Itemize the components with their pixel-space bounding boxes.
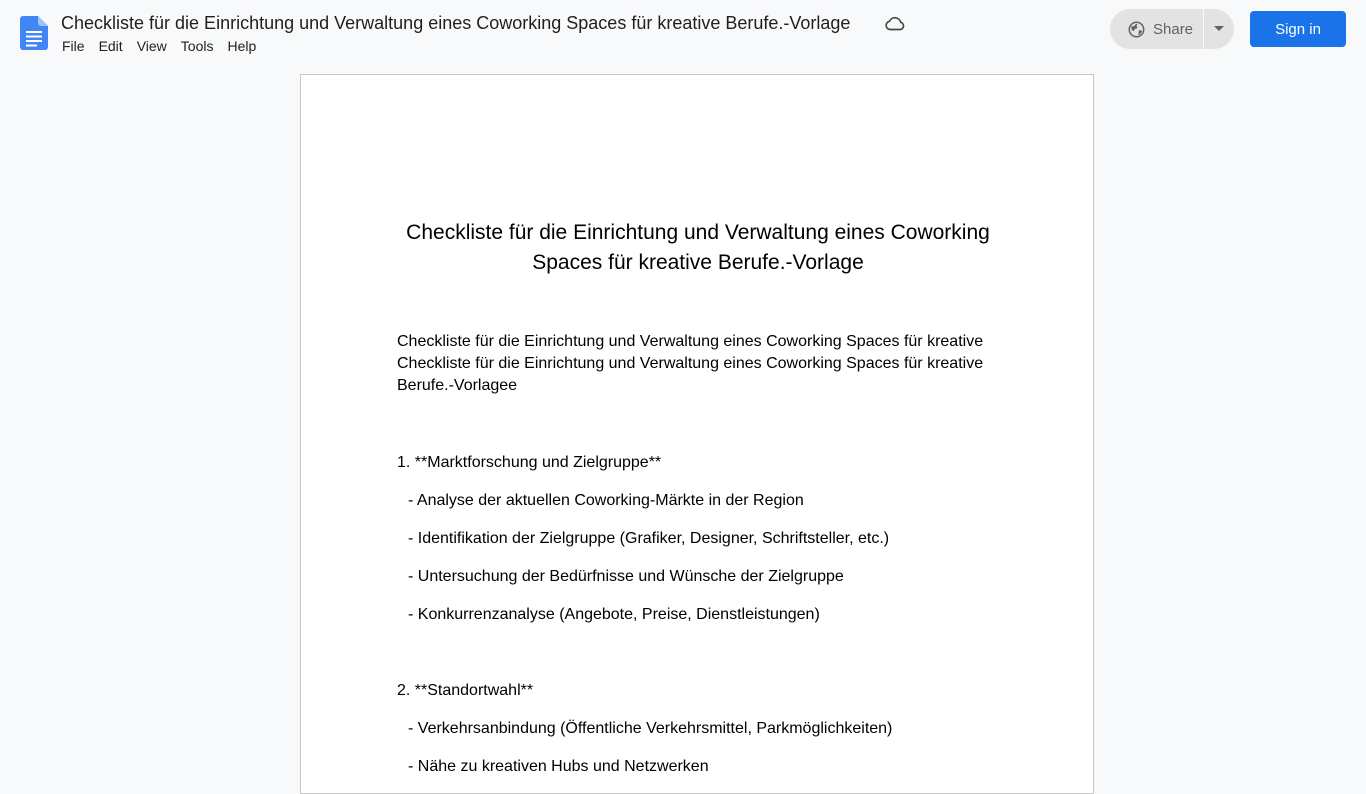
menu-bar [55,36,263,56]
menu-edit[interactable]: Edit [98,38,123,54]
list-item: - Identifikation der Zielgruppe (Grafiker, Designer, Schriftsteller, etc.) [408,530,890,547]
list-item: - Nähe zu kreativen Hubs und Netzwerken [408,758,709,775]
intro-line-1: Checkliste für die Einrichtung und Verwaltung eines Coworking Spaces für kreative [397,333,984,350]
google-docs-icon[interactable] [20,16,48,50]
list-item: - Konkurrenzanalyse (Angebote, Preise, Dienstleistungen) [408,606,820,623]
menu-tools[interactable]: Tools [180,38,214,54]
intro-line-2: Checkliste für die Einrichtung und Verwaltung eines Coworking Spaces für kreative [397,355,984,372]
menu-help[interactable]: Help [227,38,257,54]
share-dropdown-button[interactable] [1203,9,1234,49]
share-button[interactable] [1110,9,1195,49]
intro-line-3: Berufe.-Vorlagee [397,377,518,394]
menu-view[interactable]: View [136,38,167,54]
document-title[interactable]: Checkliste für die Einrichtung und Verwaltung eines Coworking Spaces für kreative Berufe.-Vorlage [61,13,851,33]
list-item: - Untersuchung der Bedürfnisse und Wünsche der Zielgruppe [408,568,844,585]
document-page[interactable] [300,74,1094,794]
list-item: - Analyse der aktuellen Coworking-Märkte in der Region [408,492,804,509]
document-heading [397,218,999,278]
globe-icon [1128,21,1145,38]
share-button-group [1110,9,1234,49]
cloud-icon[interactable] [884,14,906,34]
sign-in-button[interactable]: Sign in [1250,11,1346,47]
caret-down-icon [1214,26,1224,32]
heading-line-1: Checkliste für die Einrichtung und Verwaltung eines Coworking [406,221,990,244]
intro-paragraph [397,331,999,397]
heading-line-2: Spaces für kreative Berufe.-Vorlage [532,251,864,274]
section-title: 1. **Marktforschung und Zielgruppe** [397,454,662,471]
section-title: 2. **Standortwahl** [397,682,534,699]
top-bar [0,0,1366,64]
menu-file[interactable]: File [62,38,85,54]
list-item: - Verkehrsanbindung (Öffentliche Verkehrsmittel, Parkmöglichkeiten) [408,720,893,737]
share-label: Share [1153,20,1194,38]
